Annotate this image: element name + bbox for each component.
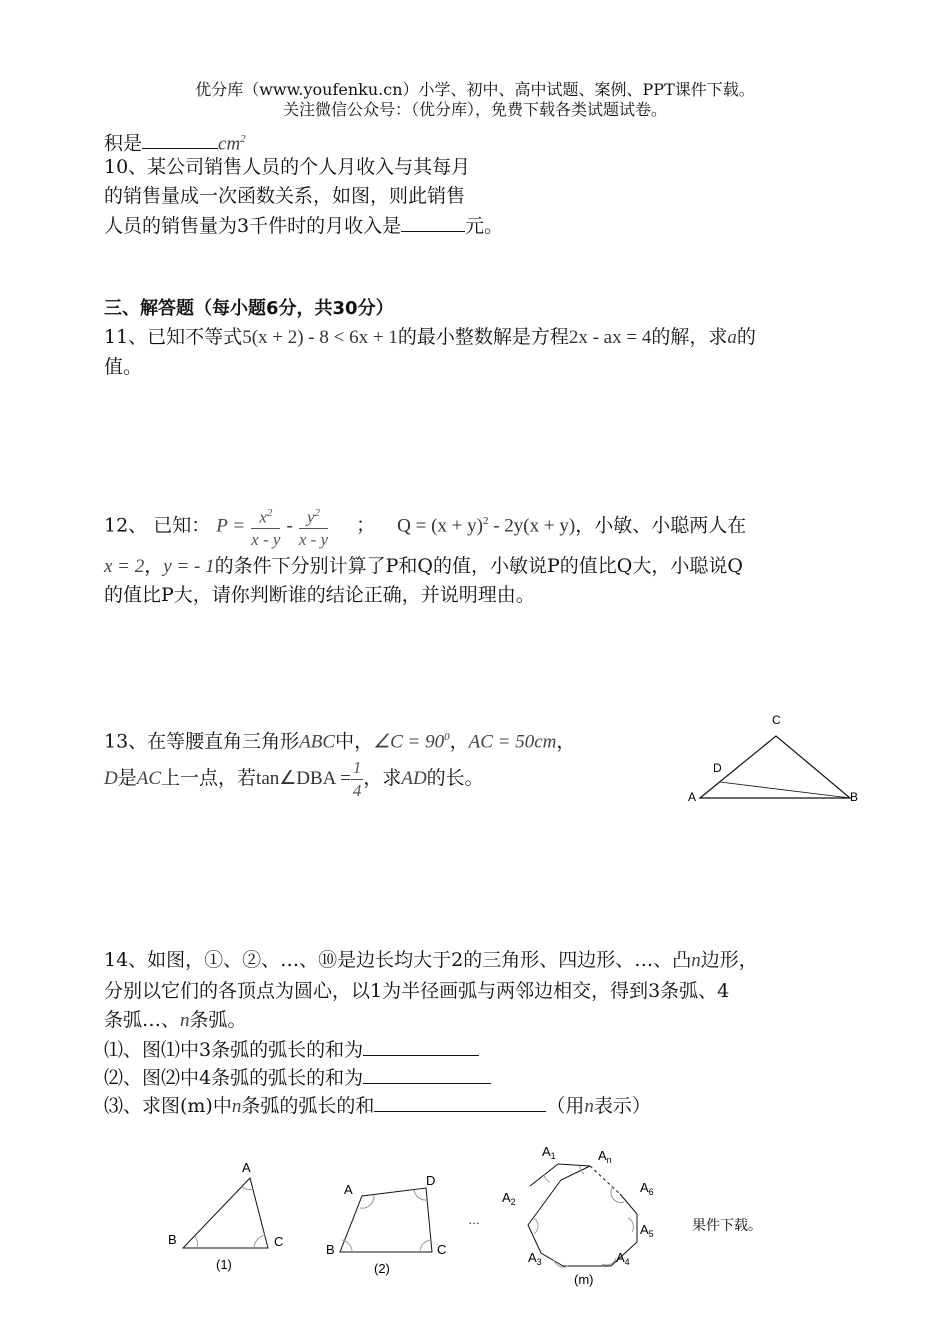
q13-angle-exp: 0 xyxy=(444,731,450,743)
q14-sub-2 xyxy=(104,1063,491,1092)
q10-line-3-prefix: 人员的销售量为3千件时的月收入是 xyxy=(104,215,402,237)
q13-end1: ， xyxy=(556,730,576,753)
figure-2-quadrilateral xyxy=(326,1173,446,1276)
q13-frac: $\frac{1}{4}$ xyxy=(352,757,362,800)
header-line-1: 优分库（www.youfenku.cn）小学、初中、高中试题、案例、PPT课件下载。 xyxy=(195,80,755,99)
q11-prefix: 11、已知不等式 xyxy=(104,326,243,348)
q12-sep: ； xyxy=(356,514,376,537)
figm-label-a4: $A_4$ xyxy=(616,1250,630,1267)
fig1-caption: (1) xyxy=(216,1257,232,1272)
q12-line-2-text: 的条件下分别计算了P和Q的值，小敏说P的值比Q大，小聪说Q xyxy=(214,555,743,577)
q12-frac-2: $\frac{y^2}{x - y}$ xyxy=(299,502,328,552)
q13-triangle-figure xyxy=(680,710,870,810)
figm-label-a6: $A_6$ xyxy=(640,1180,654,1197)
figure-1-triangle xyxy=(168,1160,283,1272)
q14-sub-3-c: （用 xyxy=(546,1095,585,1117)
q14-line-3-var: n xyxy=(180,1010,190,1031)
fig2-label-b: B xyxy=(326,1242,335,1257)
q13-line-2-a: 是 xyxy=(117,767,137,789)
q12-cond-y: y = - 1 xyxy=(163,556,215,577)
q13-line-2-c: ，求 xyxy=(363,767,402,789)
q14-figures xyxy=(150,1130,790,1290)
q10-line-2: 的销售量成一次函数关系，如图，则此销售 xyxy=(104,185,466,207)
q11-inequality: 5(x + 2) - 8 < 6x + 1 xyxy=(242,327,398,348)
q9-prefix: 积是 xyxy=(104,132,143,155)
q12-cond-x: x = 2 xyxy=(104,556,145,577)
q12-frac-1: $\frac{x^2}{x - y}$ xyxy=(251,502,280,552)
q12-line-1-suffix: ，小敏、小聪两人在 xyxy=(575,514,747,537)
q14-sub-3-d: 表示） xyxy=(593,1095,651,1117)
fig2-label-d: D xyxy=(426,1173,436,1188)
q14-line-3 xyxy=(104,1006,247,1035)
figm-label-a1: $A_1$ xyxy=(542,1144,556,1161)
q10-line-1: 10、某公司销售人员的个人月收入与其每月 xyxy=(104,156,471,178)
q11-var: a xyxy=(727,327,737,348)
q14-sub-3-b: 条弧的弧长的和 xyxy=(241,1095,375,1117)
q13-label-d: D xyxy=(713,761,722,775)
q14-line-2: 分别以它们的各顶点为圆心，以1为半径画弧与两邻边相交，得到3条弧、4 xyxy=(104,980,730,1002)
q13-mid: 中， xyxy=(335,730,374,753)
q13-line-2-d: 的长。 xyxy=(426,767,484,789)
fig1-label-c: C xyxy=(274,1234,284,1249)
q14-line-1-var: n xyxy=(691,950,701,971)
q13-label-b: B xyxy=(850,790,859,804)
q9-answer-blank[interactable] xyxy=(142,128,218,149)
figm-label-a2: $A_2$ xyxy=(502,1190,516,1207)
q10-answer-blank[interactable] xyxy=(401,211,465,232)
q13-line-1 xyxy=(104,723,575,756)
header-line-2: 关注微信公众号：（优分库），免费下载各类试题试卷。 xyxy=(282,100,667,119)
fig2-caption: (2) xyxy=(374,1261,390,1276)
q14-sub-3-a: ⑶、求图(m)中 xyxy=(104,1095,232,1117)
figm-caption: (m) xyxy=(574,1272,594,1287)
q13-comma: ， xyxy=(449,730,469,753)
q13-label-a: A xyxy=(688,790,697,804)
q13-ad: AD xyxy=(401,768,427,789)
q12-comma: ， xyxy=(144,555,164,577)
q9-unit: cm xyxy=(218,133,241,155)
q10-line-3-suffix: 元。 xyxy=(465,215,504,237)
q11-middle: 的最小整数解是方程 xyxy=(397,326,569,348)
q11-line-1 xyxy=(104,323,756,352)
q12-prefix: 12、 已知： xyxy=(104,514,211,537)
section-3-title: 三、解答题（每小题6分，共30分） xyxy=(104,298,394,319)
q14-sub-3-var2: n xyxy=(584,1096,594,1117)
q12-q-expr: Q = (x + y) xyxy=(397,515,483,537)
q13-line-2-b: 上一点，若 xyxy=(161,767,257,789)
q12-line-2 xyxy=(104,552,743,581)
q12-p-lhs: P = xyxy=(216,515,246,537)
q9-unit-exp: 2 xyxy=(240,133,246,145)
fig2-label-a: A xyxy=(344,1182,353,1197)
fig2-label-c: C xyxy=(437,1242,447,1257)
figm-label-a3: $A_3$ xyxy=(528,1250,542,1267)
q13-line-2 xyxy=(104,754,484,803)
q12-minus: - xyxy=(286,515,293,537)
fig1-label-a: A xyxy=(242,1160,251,1175)
q14-sub-2-blank[interactable] xyxy=(363,1063,491,1084)
q13-label-c: C xyxy=(772,713,781,727)
q12-q-exp: 2 xyxy=(482,515,489,527)
q14-line-3-b: 条弧。 xyxy=(189,1009,247,1031)
q14-line-3-a: 条弧…、 xyxy=(104,1009,181,1031)
q13-angle: ∠C = 90 xyxy=(373,731,445,753)
q13-ac: AC = 50cm xyxy=(468,731,557,753)
figures-side-text: 果件下载。 xyxy=(692,1217,762,1233)
q14-sub-2-text: ⑵、图⑵中4条弧的弧长的和为 xyxy=(104,1067,364,1089)
q11-line-2: 值。 xyxy=(104,356,143,378)
q14-line-1 xyxy=(104,946,758,975)
q11-equation: 2x - ax = 4 xyxy=(568,327,652,348)
q13-tri: ABC xyxy=(299,731,336,753)
q13-ac2: AC xyxy=(136,768,162,789)
figures-ellipsis: … xyxy=(468,1213,480,1227)
q14-sub-1-text: ⑴、图⑴中3条弧的弧长的和为 xyxy=(104,1039,364,1061)
q14-sub-1-blank[interactable] xyxy=(363,1035,479,1056)
q11-middle2: 的解，求 xyxy=(651,326,728,348)
figm-label-a5: $A_5$ xyxy=(640,1222,654,1239)
q13-tan: tan∠DBA = xyxy=(256,768,351,789)
q14-sub-3-blank[interactable] xyxy=(374,1091,546,1112)
q12-line-1 xyxy=(104,497,746,551)
figm-label-an: $A_n$ xyxy=(598,1148,612,1165)
q10-line-3 xyxy=(104,211,503,240)
q12-line-3: 的值比P大，请你判断谁的结论正确，并说明理由。 xyxy=(104,584,535,606)
q14-sub-3-var: n xyxy=(231,1096,242,1117)
q13-d: D xyxy=(104,768,118,789)
figure-m-polygon xyxy=(502,1144,654,1287)
q11-suffix: 的 xyxy=(736,326,756,348)
q14-line-1-end: 边形， xyxy=(700,949,758,971)
q14-sub-3 xyxy=(104,1091,651,1121)
q14-sub-1 xyxy=(104,1035,479,1064)
q14-line-1-text: 14、如图，①、②、…、⑩是边长均大于2的三角形、四边形、…、凸 xyxy=(104,949,692,971)
fig1-label-b: B xyxy=(168,1232,177,1247)
q13-prefix: 13、在等腰直角三角形 xyxy=(104,730,300,753)
q12-q-expr2: - 2y(x + y) xyxy=(488,515,576,537)
